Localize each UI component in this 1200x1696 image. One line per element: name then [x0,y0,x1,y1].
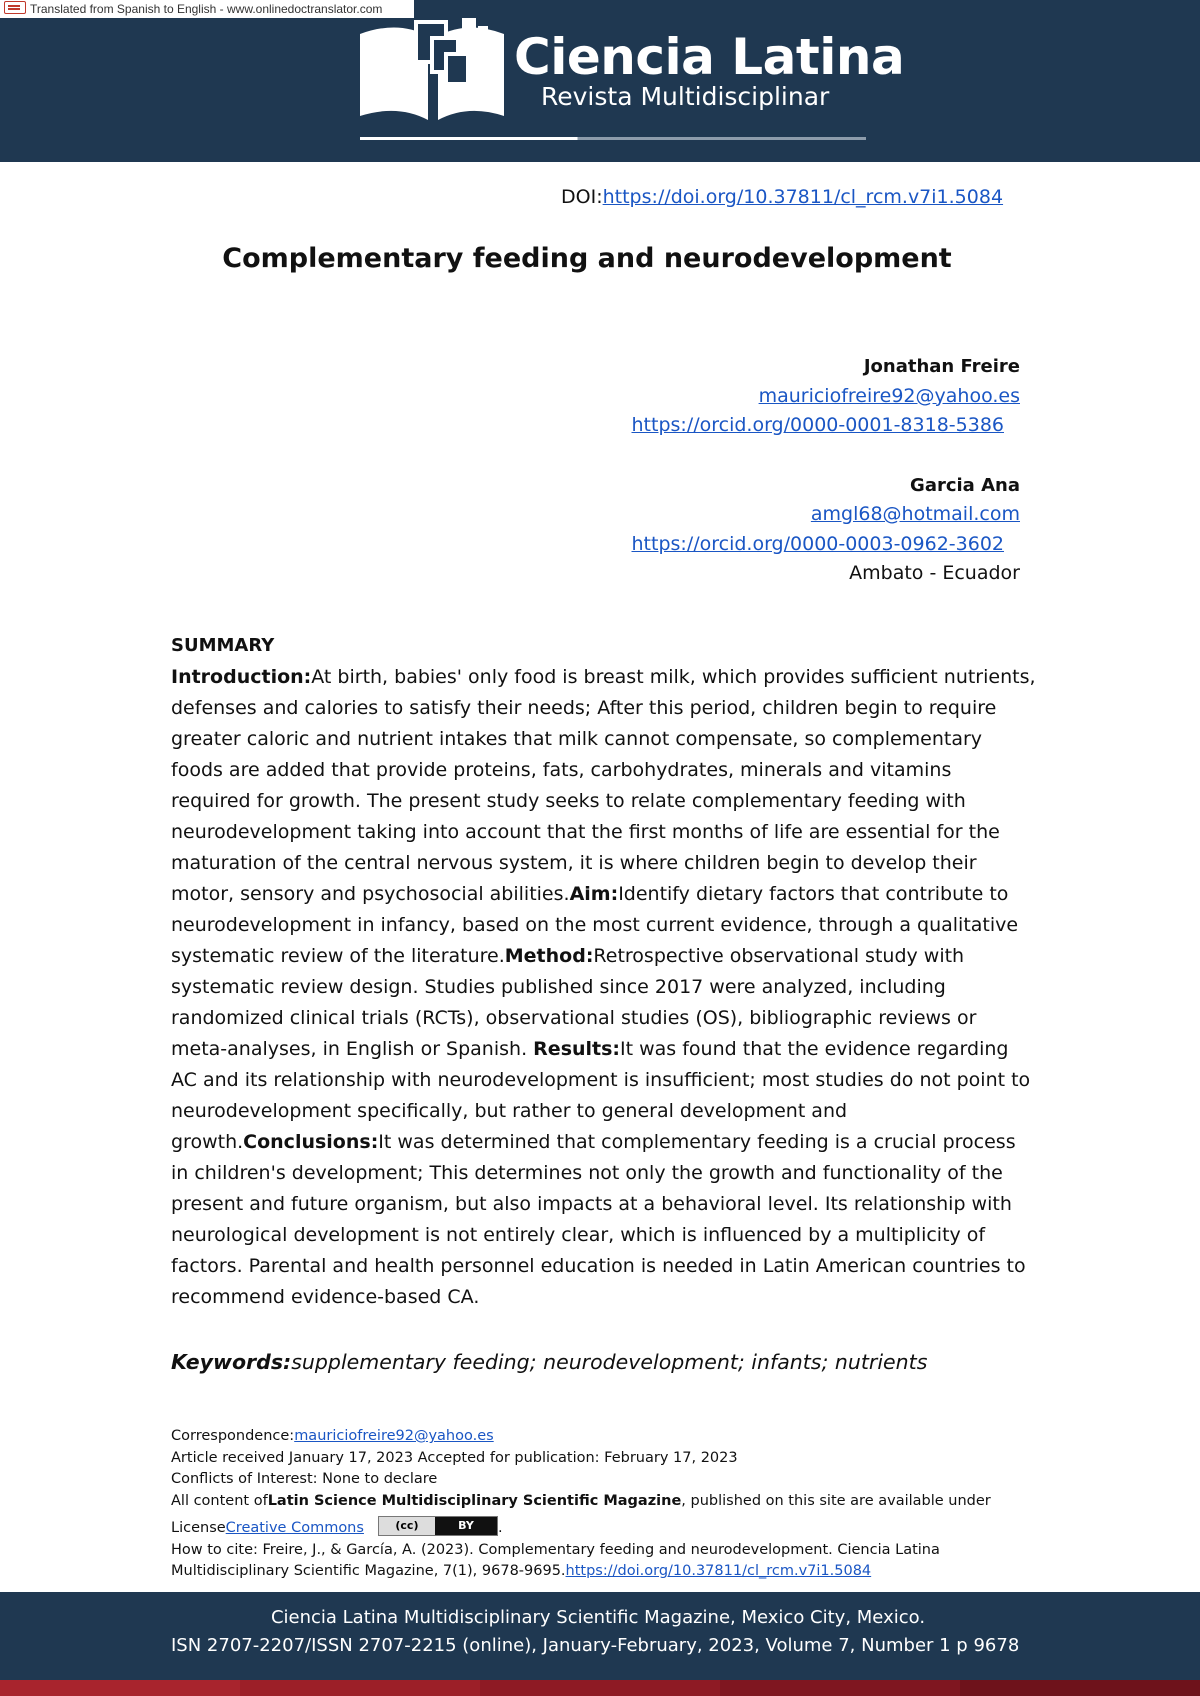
results-text: It was found that the evidence regarding AC and its relationship with neurodevelopment is insufficient; most studies do not point to neurodevelopment specifically, but rather to general development and growth. [171,1038,1031,1153]
aim-text: Identify dietary factors that contribute to neurodevelopment in infancy, based on the most current evidence, through a qualitative systematic review of the literature. [171,883,1019,967]
cc-badge-right: BY [458,1519,474,1532]
keywords-text: supplementary feeding; neurodevelopment; infants; nutrients [291,1350,928,1374]
author-name: Garcia Ana [910,474,1020,496]
results-label: Results: [533,1038,621,1060]
doi-line [561,184,1003,210]
author-name: Jonathan Freire [863,356,1020,377]
doi-link[interactable]: https://doi.org/10.37811/cl_rcm.v7i1.5084 [602,186,1004,208]
author-location: Ambato - Ecuador [849,562,1020,584]
method-label: Method: [504,945,594,967]
intro-text: At birth, babies' only food is breast milk, which provides sufficient nutrients, defenses and calories to satisfy their needs; After this period, children begin to require greater caloric and nutrient intakes that milk cannot compensate, so complementary foods are added that provide proteins, fats, carbohydrates, minerals and vitamins required for growth. The present study seeks to relate complementary feeding with neurodevelopment taking into account that the first months of life are essential for the maturation of the central nervous system, it is where children begin to develop their motor, sensory and psychosocial abilities. [171,666,1036,905]
conclusions-label: Conclusions: [243,1131,379,1153]
journal-name: Latin Science Multidisciplinary Scientific Magazine [267,1492,682,1509]
cite-line-1: How to cite: Freire, J., & García, A. (2023). Complementary feeding and neurodevelopment. Ciencia Latina [171,1541,940,1558]
correspondence-email-link[interactable]: mauriciofreire92@yahoo.es [294,1428,494,1444]
brand-subtitle: Revista Multidisciplinar [541,82,830,111]
footer-stripe [480,1680,720,1696]
keywords-line [171,1348,927,1376]
aim-label: Aim: [569,883,619,905]
footer-line-2: ISN 2707-2207/ISSN 2707-2215 (online), January-February, 2023, Volume 7, Number 1 p 9678 [171,1635,1020,1656]
author-orcid-link[interactable]: https://orcid.org/0000-0001-8318-5386 [631,414,1004,436]
author-email-link[interactable]: mauriciofreire92@yahoo.es [758,384,1020,407]
keywords-label: Keywords: [171,1350,292,1374]
translator-banner[interactable] [0,0,414,18]
footer-stripe [240,1680,480,1696]
content-suffix: , published on this site are available under [681,1492,991,1509]
footer-stripe [0,1680,240,1696]
brand-divider [360,137,866,140]
footer-stripe [960,1680,1200,1696]
cc-by-badge-icon[interactable] [378,1516,498,1536]
cc-badge-left: (cc) [379,1517,435,1535]
doi-label: DOI: [561,186,603,208]
summary-heading: SUMMARY [171,635,275,656]
intro-label: Introduction: [171,666,312,688]
cite-doi-link[interactable]: https://doi.org/10.37811/cl_rcm.v7i1.5084 [565,1563,872,1579]
footer-stripe [720,1680,960,1696]
received-dates: Article received January 17, 2023 Accepted for publication: February 17, 2023 [171,1449,738,1466]
conflicts-statement: Conflicts of Interest: None to declare [171,1471,438,1487]
translator-icon [4,1,26,14]
summary-section [171,634,1037,1313]
footer-color-bar [0,1680,1200,1696]
method-text: Retrospective observational study with systematic review design. Studies published since 2017 were analyzed, including randomized clinical trials (RCTs), observational studies (OS), bibliographic reviews or meta-analyses, in English or Spanish. [171,945,977,1060]
license-end: . [497,1520,503,1536]
creative-commons-link[interactable]: Creative Commons [225,1520,364,1536]
article-title: Complementary feeding and neurodevelopment [222,243,952,274]
abstract-text [171,662,1037,1313]
conclusions-text: It was determined that complementary feeding is a crucial process in children's development; This determines not only the growth and functionality of the present and future organism, but also impacts at a behavioral level. Its relationship with neurological development is not entirely clear, which is influenced by a multiplicity of factors. Parental and health personnel education is needed in Latin American countries to recommend evidence-based CA. [171,1131,1026,1308]
brand-title: Ciencia Latina [514,28,905,86]
cite-line-2: Multidisciplinary Scientific Magazine, 7(1), 9678-9695. [171,1563,566,1579]
translator-text: Translated from Spanish to English - www.onlinedoctranslator.com [30,2,383,16]
author-block [632,352,1021,589]
journal-header [0,0,1200,162]
journal-footer [0,1592,1200,1680]
author-email-link[interactable]: amgl68@hotmail.com [810,503,1020,525]
footer-line-1: Ciencia Latina Multidisciplinary Scientific Magazine, Mexico City, Mexico. [270,1607,926,1628]
book-logo-icon [358,16,506,126]
license-prefix: License [171,1520,226,1536]
article-meta [171,1426,1041,1583]
author-orcid-link[interactable]: https://orcid.org/0000-0003-0962-3602 [631,532,1004,555]
content-prefix: All content of [171,1492,268,1509]
correspondence-label: Correspondence: [171,1428,295,1444]
